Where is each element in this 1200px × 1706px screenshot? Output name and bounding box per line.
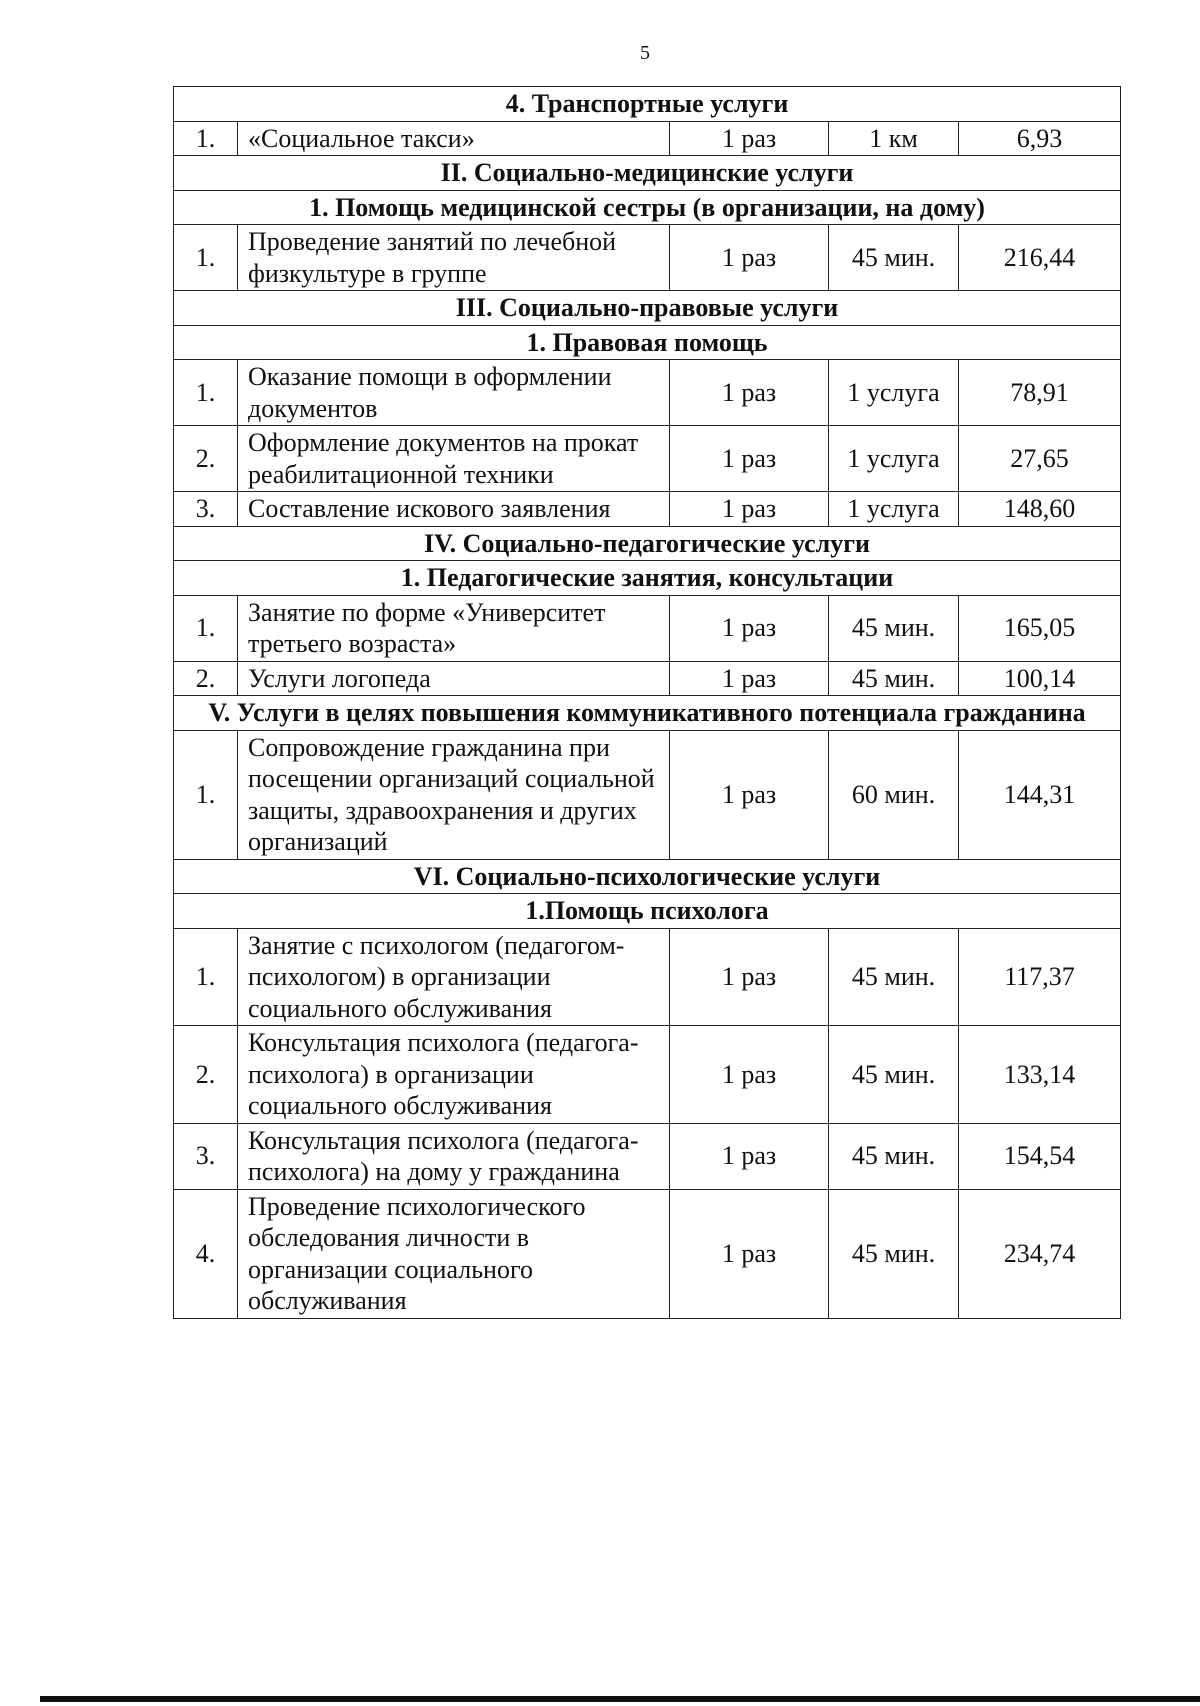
price-cell: 78,91 (959, 360, 1121, 426)
section-title: II. Социально-медицинские услуги (174, 156, 1121, 191)
unit-cell: 45 мин. (829, 661, 959, 696)
service-name-cell: Консультация психолога (педагога-психолога) на дому у гражданина (238, 1123, 670, 1189)
service-name-cell: «Социальное такси» (238, 121, 670, 156)
frequency-cell: 1 раз (670, 1123, 829, 1189)
service-name-cell: Сопровождение гражданина при посещении организаций социальной защиты, здравоохранения и других организаций (238, 730, 670, 859)
table-row (174, 928, 1121, 1026)
page-number: 5 (640, 42, 650, 64)
table-row (174, 492, 1121, 527)
unit-cell: 45 мин. (829, 225, 959, 291)
section-title: 4. Транспортные услуги (174, 87, 1121, 122)
row-number-cell: 3. (174, 1123, 238, 1189)
price-cell: 100,14 (959, 661, 1121, 696)
unit-cell: 60 мин. (829, 730, 959, 859)
row-number-cell: 2. (174, 426, 238, 492)
price-cell: 165,05 (959, 595, 1121, 661)
price-cell: 216,44 (959, 225, 1121, 291)
frequency-cell: 1 раз (670, 661, 829, 696)
section-title: IV. Социально-педагогические услуги (174, 526, 1121, 561)
service-name-cell: Оформление документов на прокат реабилитационной техники (238, 426, 670, 492)
row-number-cell: 1. (174, 225, 238, 291)
table-row (174, 1189, 1121, 1318)
price-cell: 144,31 (959, 730, 1121, 859)
service-name-cell: Проведение занятий по лечебной физкультуре в группе (238, 225, 670, 291)
section-title: 1. Педагогические занятия, консультации (174, 561, 1121, 596)
row-number-cell: 1. (174, 730, 238, 859)
service-name-cell: Услуги логопеда (238, 661, 670, 696)
price-cell: 117,37 (959, 928, 1121, 1026)
frequency-cell: 1 раз (670, 1189, 829, 1318)
row-number-cell: 1. (174, 121, 238, 156)
section-header-row (174, 561, 1121, 596)
section-header-row (174, 325, 1121, 360)
section-header-row (174, 894, 1121, 929)
price-cell: 154,54 (959, 1123, 1121, 1189)
frequency-cell: 1 раз (670, 360, 829, 426)
row-number-cell: 1. (174, 595, 238, 661)
unit-cell: 1 услуга (829, 426, 959, 492)
section-title: 1. Правовая помощь (174, 325, 1121, 360)
section-title: 1. Помощь медицинской сестры (в организации, на дому) (174, 190, 1121, 225)
table-row (174, 730, 1121, 859)
service-name-cell: Составление искового заявления (238, 492, 670, 527)
frequency-cell: 1 раз (670, 121, 829, 156)
service-name-cell: Оказание помощи в оформлении документов (238, 360, 670, 426)
table-row (174, 595, 1121, 661)
frequency-cell: 1 раз (670, 595, 829, 661)
row-number-cell: 1. (174, 928, 238, 1026)
section-header-row (174, 859, 1121, 894)
row-number-cell: 2. (174, 661, 238, 696)
section-header-row (174, 156, 1121, 191)
service-name-cell: Занятие по форме «Университет третьего возраста» (238, 595, 670, 661)
frequency-cell: 1 раз (670, 492, 829, 527)
section-header-row (174, 696, 1121, 731)
price-cell: 133,14 (959, 1026, 1121, 1124)
price-cell: 234,74 (959, 1189, 1121, 1318)
services-price-table (173, 86, 1121, 1319)
row-number-cell: 4. (174, 1189, 238, 1318)
section-header-row (174, 190, 1121, 225)
table-row (174, 661, 1121, 696)
table-row (174, 225, 1121, 291)
table-row (174, 121, 1121, 156)
unit-cell: 45 мин. (829, 595, 959, 661)
bottom-rule (40, 1696, 1200, 1702)
table-row (174, 426, 1121, 492)
section-title: III. Социально-правовые услуги (174, 291, 1121, 326)
unit-cell: 1 услуга (829, 492, 959, 527)
section-header-row (174, 291, 1121, 326)
frequency-cell: 1 раз (670, 426, 829, 492)
section-title: VI. Социально-психологические услуги (174, 859, 1121, 894)
unit-cell: 45 мин. (829, 1026, 959, 1124)
section-header-row (174, 87, 1121, 122)
price-cell: 6,93 (959, 121, 1121, 156)
unit-cell: 1 км (829, 121, 959, 156)
section-title: V. Услуги в целях повышения коммуникативного потенциала гражданина (174, 696, 1121, 731)
frequency-cell: 1 раз (670, 225, 829, 291)
table-row (174, 1123, 1121, 1189)
unit-cell: 1 услуга (829, 360, 959, 426)
section-header-row (174, 526, 1121, 561)
unit-cell: 45 мин. (829, 1189, 959, 1318)
row-number-cell: 2. (174, 1026, 238, 1124)
price-cell: 148,60 (959, 492, 1121, 527)
unit-cell: 45 мин. (829, 1123, 959, 1189)
service-name-cell: Проведение психологического обследования личности в организации социального обслуживания (238, 1189, 670, 1318)
frequency-cell: 1 раз (670, 730, 829, 859)
service-name-cell: Консультация психолога (педагога-психолога) в организации социального обслуживания (238, 1026, 670, 1124)
price-cell: 27,65 (959, 426, 1121, 492)
frequency-cell: 1 раз (670, 1026, 829, 1124)
table-body (174, 87, 1121, 1319)
row-number-cell: 3. (174, 492, 238, 527)
table-row (174, 1026, 1121, 1124)
row-number-cell: 1. (174, 360, 238, 426)
section-title: 1.Помощь психолога (174, 894, 1121, 929)
table-row (174, 360, 1121, 426)
service-name-cell: Занятие с психологом (педагогом-психологом) в организации социального обслуживания (238, 928, 670, 1026)
unit-cell: 45 мин. (829, 928, 959, 1026)
frequency-cell: 1 раз (670, 928, 829, 1026)
